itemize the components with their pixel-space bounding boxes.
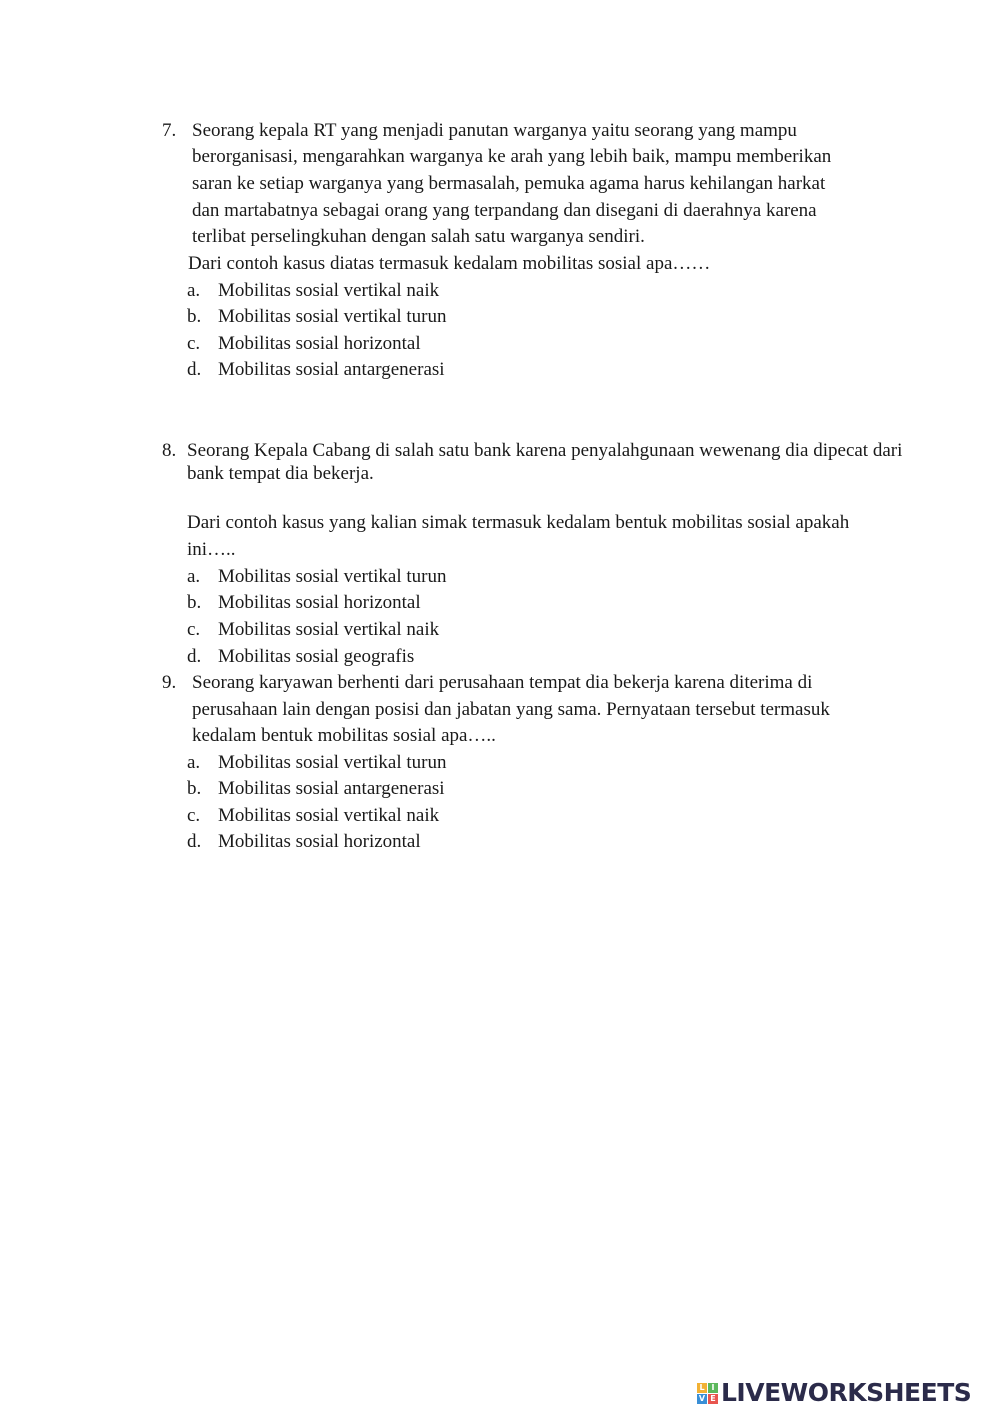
question-stem-line: saran ke setiap warganya yang bermasalah, pemuka agama harus kehilangan harkat	[192, 173, 826, 194]
question-prompt: Dari contoh kasus yang kalian simak termasuk kedalam bentuk mobilitas sosial apakah	[187, 512, 850, 533]
option-letter: d.	[187, 359, 202, 380]
option-letter: b.	[187, 778, 202, 799]
question-number: 9.	[162, 672, 177, 693]
question-stem-line: perusahaan lain dengan posisi dan jabatan yang sama. Pernyataan tersebut termasuk	[192, 699, 830, 720]
logo-mark-tile: E	[708, 1394, 718, 1404]
option-text: Mobilitas sosial horizontal	[218, 333, 421, 354]
option-letter: b.	[187, 592, 202, 613]
option-letter: d.	[187, 831, 202, 852]
option-text: Mobilitas sosial horizontal	[218, 831, 421, 852]
logo-mark-tile: L	[697, 1383, 707, 1393]
option-letter: a.	[187, 280, 201, 301]
option-letter: c.	[187, 333, 201, 354]
question-stem-line: Seorang karyawan berhenti dari perusahaan tempat dia bekerja karena diterima di	[192, 672, 813, 693]
logo-mark-tile: V	[698, 1393, 706, 1403]
option-text: Mobilitas sosial vertikal naik	[218, 280, 440, 301]
question-prompt: Dari contoh kasus diatas termasuk kedalam mobilitas sosial apa……	[188, 253, 711, 274]
question-stem-line: dan martabatnya sebagai orang yang terpandang dan disegani di daerahnya karena	[192, 200, 817, 221]
logo-mark-icon	[697, 1383, 718, 1404]
option-letter: a.	[187, 752, 201, 773]
option-letter: c.	[187, 805, 201, 826]
option-text: Mobilitas sosial vertikal turun	[218, 306, 447, 327]
option-text: Mobilitas sosial vertikal turun	[218, 566, 447, 587]
logo-text: LIVEWORKSHEETS	[721, 1377, 972, 1407]
question-number: 8.	[162, 440, 177, 461]
option-text: Mobilitas sosial antargenerasi	[218, 778, 445, 799]
question-stem-line: berorganisasi, mengarahkan warganya ke arah yang lebih baik, mampu memberikan	[192, 146, 832, 167]
option-text: Mobilitas sosial vertikal naik	[218, 619, 440, 640]
question-stem-line: Seorang Kepala Cabang di salah satu bank karena penyalahgunaan wewenang dia dipecat dari	[187, 440, 903, 461]
option-letter: a.	[187, 566, 201, 587]
question-stem-line: Seorang kepala RT yang menjadi panutan warganya yaitu seorang yang mampu	[192, 120, 797, 141]
question-prompt: ini…..	[187, 539, 236, 560]
logo-mark-tile: I	[708, 1383, 718, 1393]
option-text: Mobilitas sosial horizontal	[218, 592, 421, 613]
question-stem-line: bank tempat dia bekerja.	[187, 463, 374, 484]
option-letter: c.	[187, 619, 201, 640]
option-text: Mobilitas sosial geografis	[218, 646, 415, 667]
question-number: 7.	[162, 120, 177, 141]
question-stem-line: terlibat perselingkuhan dengan salah satu warganya sendiri.	[192, 226, 645, 247]
option-letter: d.	[187, 646, 202, 667]
liveworksheets-logo[interactable]	[697, 1378, 971, 1408]
option-letter: b.	[187, 306, 202, 327]
option-text: Mobilitas sosial vertikal naik	[218, 805, 440, 826]
question-stem-line: kedalam bentuk mobilitas sosial apa…..	[192, 725, 496, 746]
option-text: Mobilitas sosial antargenerasi	[218, 359, 445, 380]
option-text: Mobilitas sosial vertikal turun	[218, 752, 447, 773]
